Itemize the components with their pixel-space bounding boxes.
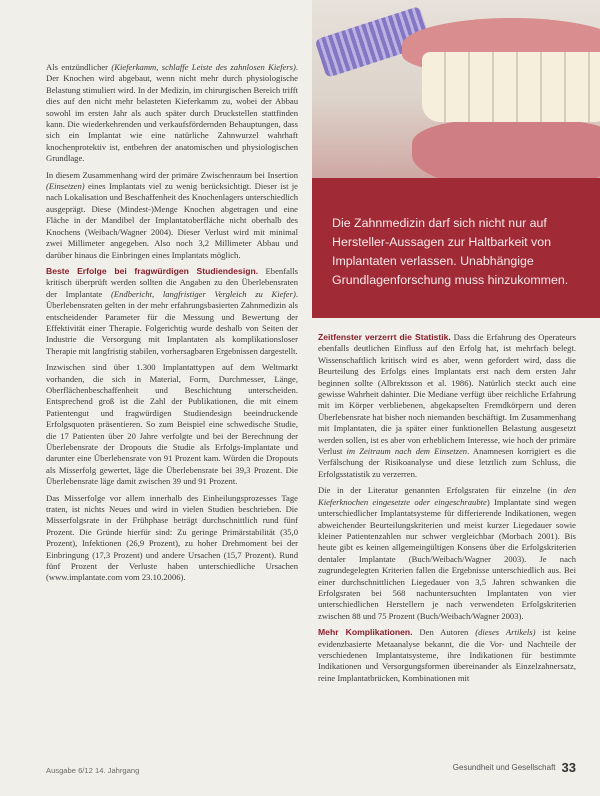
magazine-name: Gesundheit und Gesellschaft	[452, 763, 556, 772]
paragraph: Die in der Literatur genannten Erfolgsraten für einzelne (in den Kieferknochen eingesetzte oder eingeschraubte) Implantate sind wegen unterschiedlicher Implantatsysteme für differierende Indikationen, wegen abweichender Beurteilungskriterien und meist kurzer Liegedauer sowie kleiner Patientenzahlen nur schwer vergleichbar (Morbach 2001). Bis heute gibt es keinen allgemeingültigen Konsens über die Erfolgskriterien dentaler Implantate (Buch/Weibach/Wagner 2003). Je nach zugrundegelegten Kriterien fallen die Ergebnisse unterschiedlich aus. Bei einer durchschnittlichen Liegedauer von 3,5 Jahren schwanken die Erfolgsraten bei 568 nachuntersuchten Implantaten von vier unterschiedlichen Herstellern je nach verwendeten Erfolgskriterien zwischen 88 und 75 Prozent (Buch/Weibach/Wagner 2003).	[318, 485, 577, 621]
paragraph: In diesem Zusammenhang wird der primäre Zwischenraum bei Insertion (Einsetzen) eines Implantats viel zu wenig berücksichtigt. Dieser ist je nach Lokalisation und Beschaffenheit des Knochenlagers unterschiedlich ausgeprägt. Diese (Mindest-)Menge Knochen abgetragen und eine Fläche in der Mandibel der Implantatoberfläche nicht oberhalb des Knochens (Weibach/Wagner 2004). Dieser Verlust wird mit minimal zwei Millimeter angegeben. Also noch 3,2 Millimeter Abbau und darüber hinaus die Einbringen eines Implantats möglich.	[46, 169, 298, 260]
left-column	[46, 62, 298, 589]
right-column	[318, 332, 576, 689]
paragraph: Inzwischen sind über 1.300 Implantattypen auf dem Weltmarkt vorhanden, die sich in Material, Form, Durchmesser, Länge, Oberflächenbeschaffenheit und Beschichtung unterscheiden. Entsprechend groß ist die Zahl der Publikationen, die mit einem Patientengut und fragwürdigen Studiendesign beeindruckende Erfolgsquoten präsentieren. So zum Beispiel eine schwedische Studie, die 17 Patienten über 20 Jahre verfolgte und bei der Berechnung der Überlebensrate der Dropouts die Studie als Erfolgs-Implantate und darunter eine Überlebensrate von 91 Prozent kam. Würden die Dropouts als Misserfolg gewertet, läge die Überlebensrate bei 39,3 Prozent. Die Überlebensrate läge damit zwischen 39 und 91 Prozent.	[46, 362, 298, 487]
paragraph: Als entzündlicher (Kieferkamm, schlaffe Leiste des zahnlosen Kiefers). Der Knochen wird abgebaut, wenn nicht mehr durch physiologische Belastung stimuliert wird. In der Medizin, im chirurgischen Bereich trifft dies auf den nicht mehr belasteten Kieferkamm zu, wobei der Abbau sowohl im ersten Jahr als auch später durch Druckstellen stattfinden kann. Die wiederkehrenden und verkaufsfördernden Behauptungen, dass sich ein Implantat wie eine natürliche Zahnwurzel wahrhaft knochenprotektiv ist, entbehren der anatomischen und physiologischen Grundlage.	[46, 62, 298, 164]
page-number: 33	[561, 760, 576, 775]
section-heading: Beste Erfolge bei fragwürdigen Studiendesign.	[46, 265, 259, 276]
section-heading: Zeitfenster verzerrt die Statistik.	[318, 332, 451, 342]
footer-issue: Ausgabe 6/12 14. Jahrgang	[46, 766, 140, 775]
dentures-photo	[312, 0, 600, 178]
paragraph: Das Misserfolge vor allem innerhalb des Einheilungsprozesses Tage traten, ist nichts Neues und wird in vielen Studien beschrieben. Die Misserfolgsrate in der Frühphase beträgt durchschnittlich rund fünf Prozent. Die Gründe hierfür sind: Zu geringe Primärstabilität (35,0 Prozent), Infektionen (26,9 Prozent), zu hoher Drehmoment bei der Einbringung (17,3 Prozent) und andere Ursachen (15,7 Prozent). Rund fünf Prozent der Verluste haben unterschiedliche Ursachen (www.implantate.com vom 23.10.2006).	[46, 492, 298, 583]
teeth-shape	[422, 52, 600, 122]
paragraph: Mehr Komplikationen. Den Autoren (dieses Artikels) ist keine evidenzbasierte Metaanalyse bekannt, die die Vor- und Nachteile der verschiedenen Implantatsysteme, ihre Indikationen für bestimmte Indikationen und Versorgungsformen übereinander als Einzelzahnersatz, reine Implantatbrücken, Kombinationen mit	[318, 627, 577, 683]
photo-caption: Die Zahnmedizin darf sich nicht nur auf Hersteller-Aussagen zur Haltbarkeit von Implantaten verlassen. Unabhängige Grundlagenforschung muss hinzukommen.	[312, 178, 600, 318]
section-heading: Mehr Komplikationen.	[318, 627, 413, 638]
paragraph: Beste Erfolge bei fragwürdigen Studiendesign. Ebenfalls kritisch überprüft werden sollten die Angaben zu den Überlebensraten der Implantate (Endbericht, langfristiger Vergleich zu Kiefer). Überlebensraten gelten in der mehr erfahrungsbasierten Zahnmedizin als entscheidender Parameter für die Messung und Bewertung der Effektivität einer Therapie. Folgerichtig wurde deshalb von Seiten der Industrie die Versorgung mit Implantaten als komplikationsloser Therapie mit langfristig stabilen, vorhersagbaren Ergebnissen dargestellt.	[46, 265, 299, 356]
lower-gum-shape	[412, 120, 600, 178]
footer-magazine	[453, 760, 576, 775]
paragraph: Zeitfenster verzerrt die Statistik. Dass die Erfahrung des Operateurs ebenfalls deutlichen Einfluss auf den Erfolg hat, ist mehrfach belegt. Wissenschaftlich kritisch wird es aber, wenn gefordert wird, dass die Beurteilung des Erfolgs eines Implantats erst nach dem ersten Jahr beginnen sollte (Albrektsson et al. 1986). Natürlich steckt auch eine gewisse Wahrheit dahinter. Die Mediane verfügt über reichliche Erfahrung mit im Körper verbliebenen, abgekapselten Fremdkörpern und deren Überlebensrate hat bisher noch niemanden beschäftigt. Im Zusammenhang mit Implantaten, die ja später einer funktionellen Belastung ausgesetzt werden sollen, ist es aber von erheblichem Interesse, wie hoch der primäre Verlust im Zeitraum nach dem Einsetzen. Anamnesen korrigiert es die Verfälschung der Risikoanalyse und diese letztlich zum Schluss, die Erfolgsstatistik zu verzerren.	[318, 332, 576, 479]
